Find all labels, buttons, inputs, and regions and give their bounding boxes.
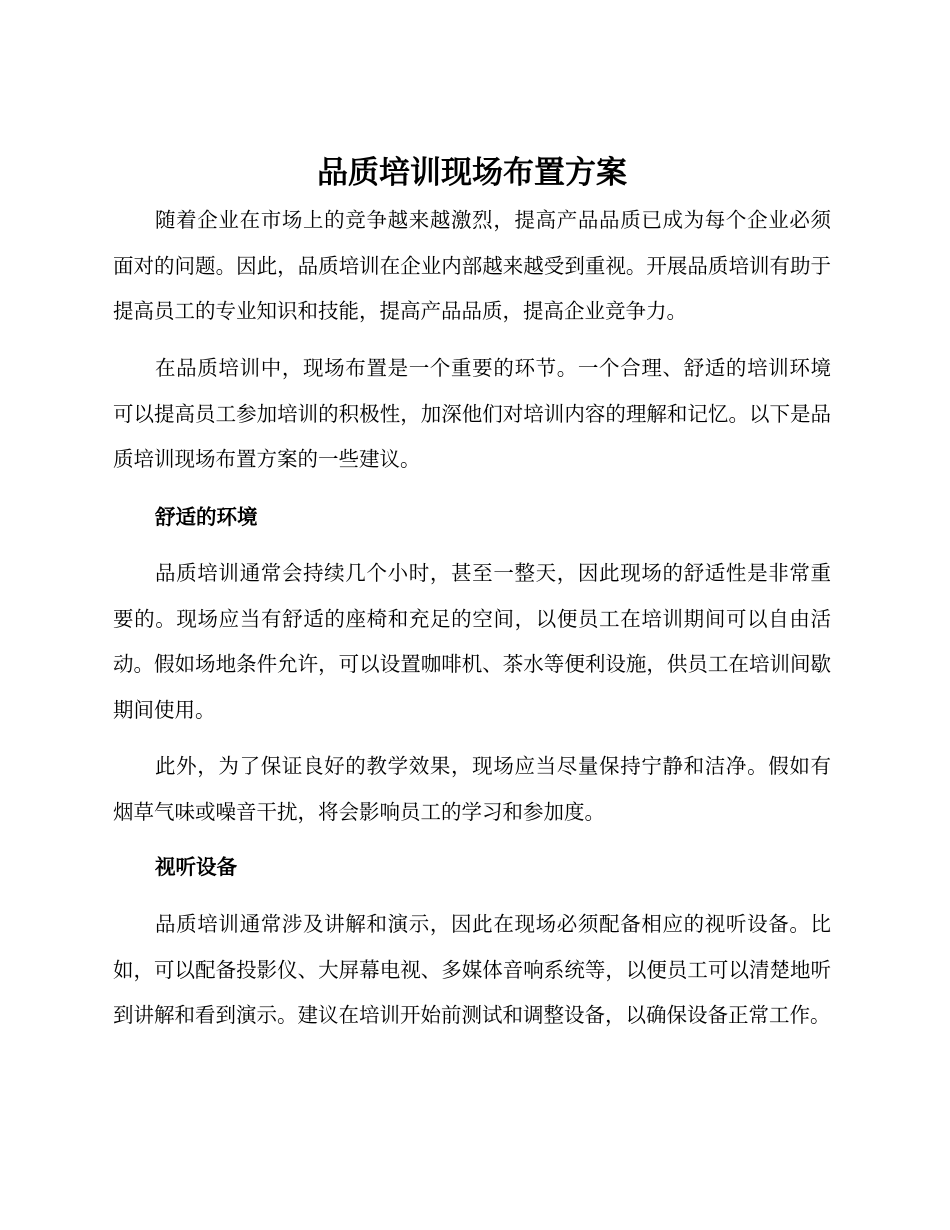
intro-paragraph-2: 在品质培训中，现场布置是一个重要的环节。一个合理、舒适的培训环境可以提高员工参加培训的积极性，加深他们对培训内容的理解和记忆。以下是品质培训现场布置方案的一些建议。 — [113, 356, 831, 471]
section-1-paragraph-2: 此外，为了保证良好的教学效果，现场应当尽量保持宁静和洁净。假如有烟草气味或噪音干扰，将会影响员工的学习和参加度。 — [113, 754, 831, 824]
section-heading-av-equipment: 视听设备 — [155, 855, 237, 879]
document-title: 品质培训现场布置方案 — [317, 155, 627, 191]
section-1-paragraph-1: 品质培训通常会持续几个小时，甚至一整天，因此现场的舒适性是非常重要的。现场应当有舒适的座椅和充足的空间，以便员工在培训期间可以自由活动。假如场地条件允许，可以设置咖啡机、茶水等便利设施，供员工在培训间歇期间使用。 — [113, 561, 831, 722]
intro-paragraph-1: 随着企业在市场上的竞争越来越激烈，提高产品品质已成为每个企业必须面对的问题。因此，品质培训在企业内部越来越受到重视。开展品质培训有助于提高员工的专业知识和技能，提高产品品质，提高企业竞争力。 — [113, 208, 831, 323]
section-heading-comfortable-environment: 舒适的环境 — [155, 505, 258, 529]
section-2-paragraph-1: 品质培训通常涉及讲解和演示，因此在现场必须配备相应的视听设备。比如，可以配备投影仪、大屏幕电视、多媒体音响系统等，以便员工可以清楚地听到讲解和看到演示。建议在培训开始前测试和调整设备，以确保设备正常工作。 — [113, 912, 831, 1027]
